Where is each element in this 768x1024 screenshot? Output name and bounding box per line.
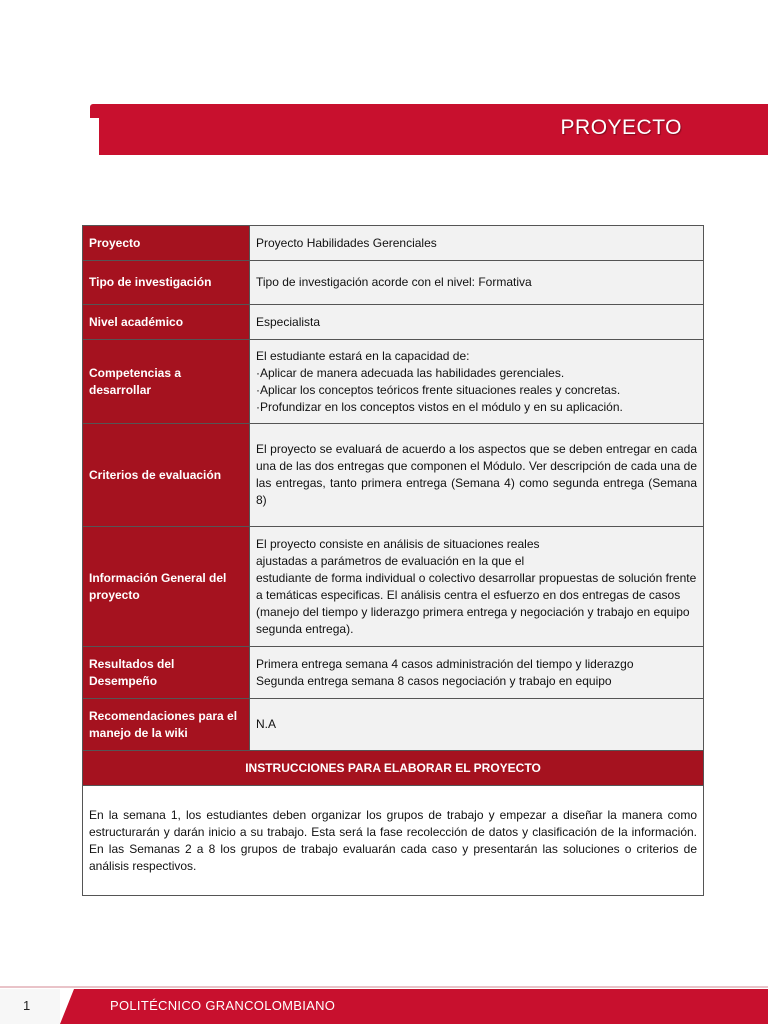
table-row bbox=[83, 699, 704, 751]
project-table bbox=[82, 225, 704, 896]
table-row bbox=[83, 751, 704, 786]
row-value: El estudiante estará en la capacidad de: ·Aplicar de manera adecuada las habilidades gerenciales. ·Aplicar los conceptos teóricos frente situaciones reales y concretas. ·Profundizar en los conceptos vistos en el módulo y en su aplicación. bbox=[250, 340, 704, 424]
row-label: Información General del proyecto bbox=[83, 527, 250, 647]
instructions-text: En la semana 1, los estudiantes deben organizar los grupos de trabajo y empezar a diseñar la manera como estructurarán y darán inicio a su trabajo. Esta será la fase recolección de datos y clasificación de la información. En las Semanas 2 a 8 los grupos de trabajo evaluarán cada caso y presentarán las soluciones o criterios de análisis respectivos. bbox=[83, 786, 704, 896]
table-row bbox=[83, 786, 704, 896]
row-label: Resultados del Desempeño bbox=[83, 647, 250, 699]
row-label: Criterios de evaluación bbox=[83, 424, 250, 527]
row-label: Proyecto bbox=[83, 226, 250, 261]
table-row bbox=[83, 226, 704, 261]
row-label: Recomendaciones para el manejo de la wiki bbox=[83, 699, 250, 751]
footer-divider bbox=[0, 986, 768, 988]
table-row bbox=[83, 424, 704, 527]
row-value: Especialista bbox=[250, 305, 704, 340]
row-value: Proyecto Habilidades Gerenciales bbox=[250, 226, 704, 261]
row-label: Competencias a desarrollar bbox=[83, 340, 250, 424]
row-value: Primera entrega semana 4 casos administración del tiempo y liderazgo Segunda entrega semana 8 casos negociación y trabajo en equipo bbox=[250, 647, 704, 699]
page-title: PROYECTO bbox=[560, 116, 682, 139]
instructions-heading: INSTRUCCIONES PARA ELABORAR EL PROYECTO bbox=[83, 751, 704, 786]
row-value: Tipo de investigación acorde con el nivel: Formativa bbox=[250, 261, 704, 305]
table-row bbox=[83, 340, 704, 424]
row-value: El proyecto se evaluará de acuerdo a los aspectos que se deben entregar en cada una de las dos entregas que componen el Módulo. Ver descripción de cada una de las entregas, tanto primera entrega (Semana 4) como segunda entrega (Semana 8) bbox=[250, 424, 704, 527]
table-row bbox=[83, 527, 704, 647]
row-label: Nivel académico bbox=[83, 305, 250, 340]
row-value: El proyecto consiste en análisis de situaciones reales ajustadas a parámetros de evaluación en la que el estudiante de forma individual o colectivo desarrollar propuestas de solución frente a temáticas especificas. El análisis centra el esfuerzo en dos entregas de casos (manejo del tiempo y liderazgo primera entrega y negociación y trabajo en equipo segunda entrega). bbox=[250, 527, 704, 647]
table-row bbox=[83, 305, 704, 340]
page-number: 1 bbox=[23, 998, 31, 1013]
table-row bbox=[83, 261, 704, 305]
table-row bbox=[83, 647, 704, 699]
footer-page-area bbox=[0, 989, 64, 1024]
row-value: N.A bbox=[250, 699, 704, 751]
footer-institution: POLITÉCNICO GRANCOLOMBIANO bbox=[110, 998, 336, 1013]
row-label: Tipo de investigación bbox=[83, 261, 250, 305]
footer-bar-edge bbox=[60, 989, 74, 1024]
